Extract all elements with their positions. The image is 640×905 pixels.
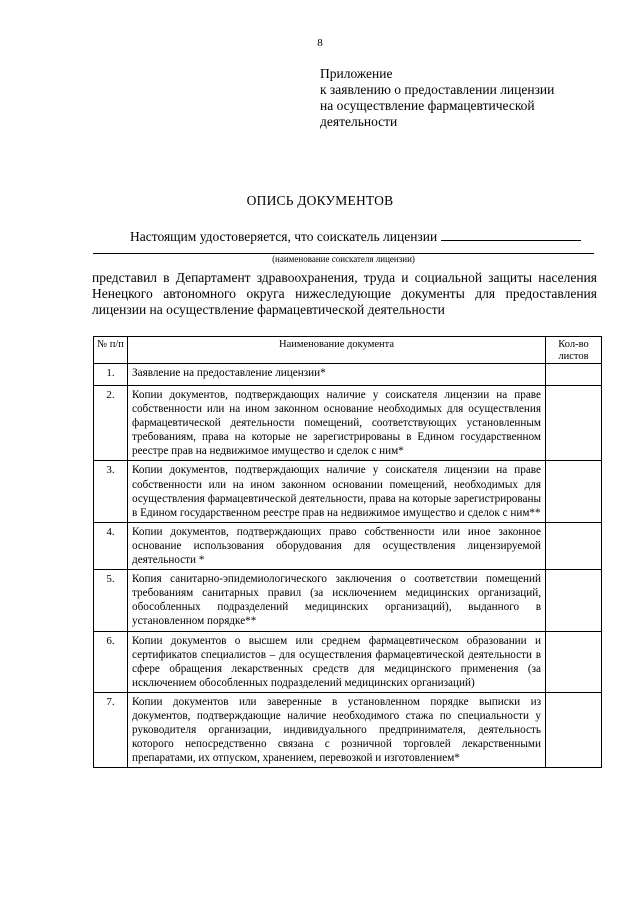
intro-line: представил в Департамент здравоохранения, труда и социальной защиты населения [92, 270, 597, 285]
row-num: 2. [94, 386, 128, 461]
table-row [94, 386, 602, 461]
intro-line: лицензии на осуществление фармацевтической деятельности [92, 302, 445, 317]
row-name: Заявление на предоставление лицензии* [128, 364, 546, 386]
certify-text: Настоящим удостоверяется, что соискатель лицензии [130, 229, 438, 244]
table-row [94, 570, 602, 631]
row-name: Копия санитарно-эпидемиологического заключения о соответствии помещений требованиям санитарных правил (за исключением медицинских организаций, обособленных подразделений медицинских организаций), выданного в установленном порядке** [128, 570, 546, 631]
appendix-line: деятельности [320, 114, 398, 129]
applicant-blank-field[interactable] [441, 228, 581, 241]
row-num: 3. [94, 461, 128, 522]
documents-table [93, 336, 602, 768]
appendix-line: на осуществление фармацевтической [320, 98, 535, 113]
header-qty: Кол-во листов [546, 337, 602, 364]
row-qty[interactable] [546, 461, 602, 522]
appendix-line: Приложение [320, 66, 393, 81]
row-qty[interactable] [546, 631, 602, 692]
page-title: ОПИСЬ ДОКУМЕНТОВ [246, 193, 394, 208]
intro-line: Ненецкого автономного округа нижеследующие документы для предоставления [92, 286, 597, 301]
row-qty[interactable] [546, 522, 602, 569]
certify-line [130, 228, 581, 245]
header-num: № п/п [94, 337, 128, 364]
row-name: Копии документов, подтверждающих право собственности или иное законное основание использования оборудования для осуществления лицензируемой деятельности * [128, 522, 546, 569]
row-name: Копии документов о высшем или среднем фармацевтическом образовании и сертификатов специалистов – для осуществления фармацевтической деятельности в сфере обращения лекарственных средств для медицинского применения (за исключением обособленных подразделений медицинских организаций) [128, 631, 546, 692]
table-row [94, 631, 602, 692]
applicant-caption: (наименование соискателя лицензии) [272, 254, 415, 264]
row-num: 7. [94, 692, 128, 767]
row-name: Копии документов или заверенные в установленном порядке выписки из документов, подтверждающие наличие необходимого стажа по специальности у руководителя организации, индивидуального предпринимателя, деятельность которого непосредственно связана с розничной торговлей лекарственными препаратами, их отпуском, хранением, перевозкой и изготовлением* [128, 692, 546, 767]
row-num: 4. [94, 522, 128, 569]
table-row [94, 522, 602, 569]
row-qty[interactable] [546, 386, 602, 461]
table-row [94, 461, 602, 522]
row-qty[interactable] [546, 692, 602, 767]
row-qty[interactable] [546, 570, 602, 631]
appendix-header [320, 66, 554, 130]
row-num: 1. [94, 364, 128, 386]
table-header-row [94, 337, 602, 364]
row-num: 6. [94, 631, 128, 692]
page-number: 8 [317, 37, 323, 49]
row-qty[interactable] [546, 364, 602, 386]
intro-paragraph [92, 270, 597, 318]
appendix-line: к заявлению о предоставлении лицензии [320, 82, 555, 97]
row-name: Копии документов, подтверждающих наличие у соискателя лицензии на праве собственности или на ином законном основании помещений, необходимых для осуществления фармацевтической деятельности, права на которые зарегистрированы в Едином государственном реестре прав на недвижимое имущество и сделок с ним** [128, 461, 546, 522]
row-name: Копии документов, подтверждающих наличие у соискателя лицензии на праве собственности или на ином законном основание необходимых для осуществления фармацевтической деятельности помещений, соответствующих установленным требованиям, права на которые не зарегистрированы в Едином государственном реестре прав на недвижимое имущество и сделок с ним* [128, 386, 546, 461]
row-num: 5. [94, 570, 128, 631]
table-row [94, 692, 602, 767]
table-row [94, 364, 602, 386]
header-name: Наименование документа [128, 337, 546, 364]
